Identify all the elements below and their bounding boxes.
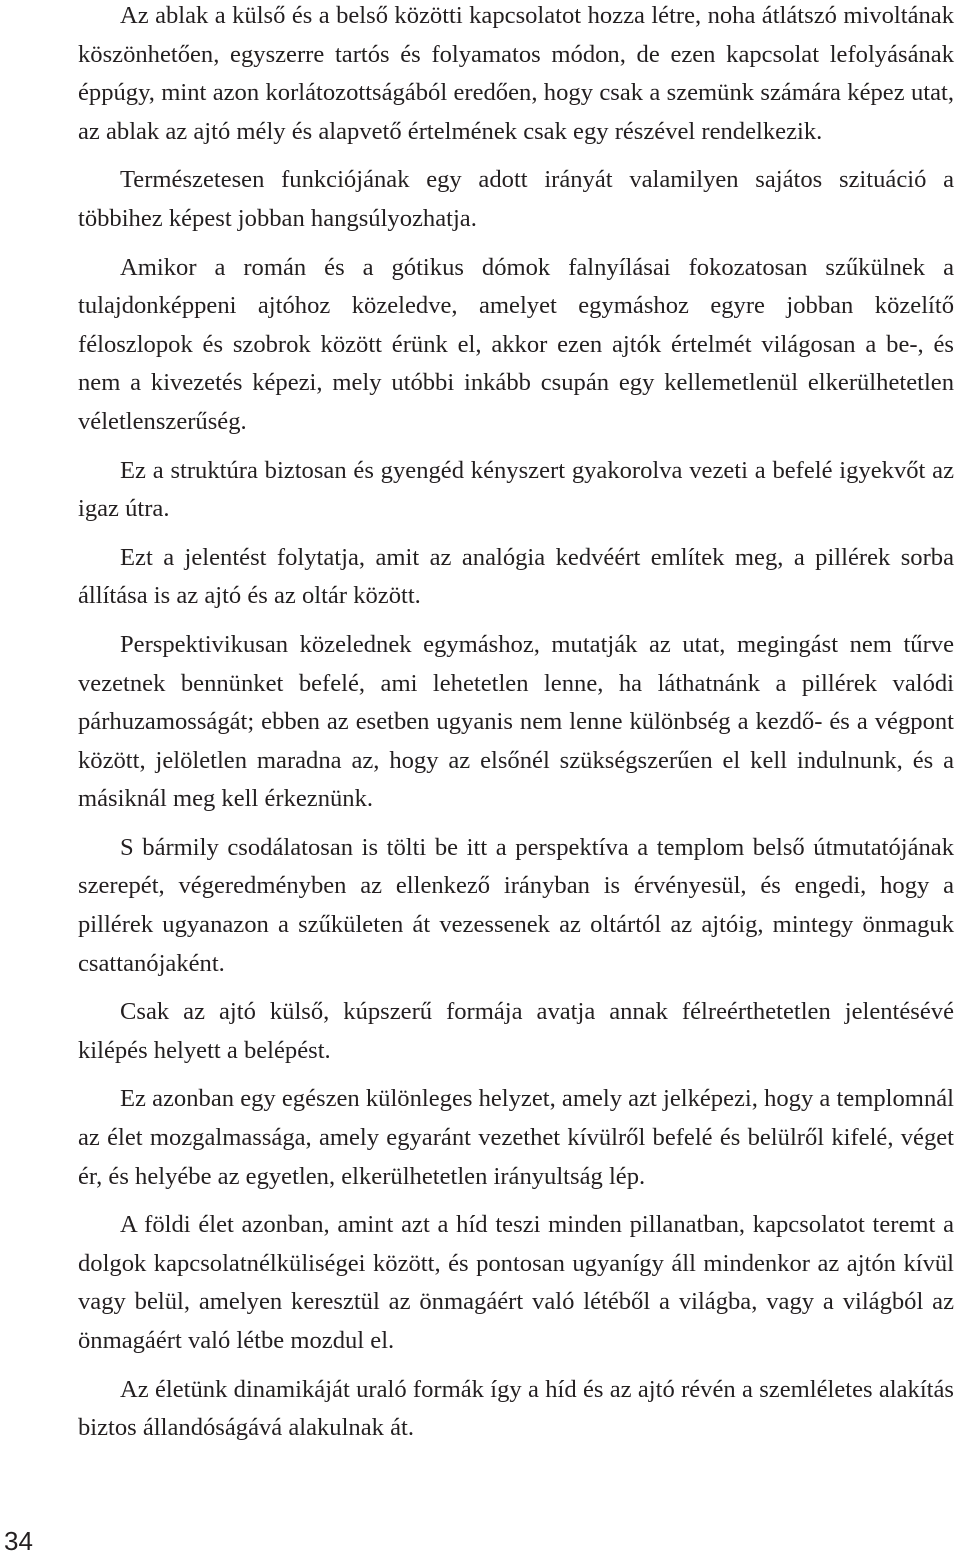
paragraph-10: A földi élet azonban, amint azt a híd teszi minden pillanatban, kapcsolatot teremt a dolgok kapcsolatnélküliségei között, és pontosan ugyanígy áll mindenkor az ajtón kívül vagy belül, amelyen keresztül az önmagáért való létéből a világba, vagy a világból az önmagáért való létbe mozdul el. — [78, 1211, 954, 1354]
paragraph-1: Az ablak a külső és a belső közötti kapcsolatot hozza létre, noha átlátszó mivoltának köszönhetően, egyszerre tartós és folyamatos módon, de ezen kapcsolat lefolyásának éppúgy, mint azon korlátozottságából eredően, hogy csak a szemünk számára képez utat, az ablak az ajtó mély és alapvető értelmének csak egy részével rendelkezik. — [78, 2, 954, 145]
page-body — [78, 0, 954, 1448]
paragraph-4: Ez a struktúra biztosan és gyengéd kényszert gyakorolva vezeti a befelé igyekvőt az igaz útra. — [78, 456, 954, 523]
paragraph-11: Az életünk dinamikáját uraló formák így a híd és az ajtó révén a szemléletes alakítás biztos állandóságává alakulnak át. — [78, 1375, 954, 1442]
paragraph-5: Ezt a jelentést folytatja, amit az analógia kedvéért említek meg, a pillérek sorba állítása is az ajtó és az oltár között. — [78, 543, 954, 610]
paragraph-9: Ez azonban egy egészen különleges helyzet, amely azt jelképezi, hogy a templomnál az élet mozgalmassága, amely egyaránt vezethet kívülről befelé és belülről kifelé, véget ér, és helyébe az egyetlen, elkerülhetetlen irányultság lép. — [78, 1085, 954, 1190]
page-number: 34 — [4, 1526, 33, 1556]
paragraph-7: S bármily csodálatosan is tölti be itt a perspektíva a templom belső útmutatójának szerepét, végeredményben az ellenkező irányban is érvényesül, és engedi, hogy a pillérek ugyanazon a szűkületen át vezessenek az oltártól az ajtóig, mintegy önmaguk csattanójaként. — [78, 833, 954, 977]
paragraph-8: Csak az ajtó külső, kúpszerű formája avatja annak félreérthetetlen jelentésévé kilépés helyett a belépést. — [78, 998, 954, 1064]
paragraph-6: Perspektivikusan közelednek egymáshoz, mutatják az utat, megingást nem tűrve vezetnek bennünket befelé, ami lehetetlen lenne, ha láthatnánk a pillérek valódi párhuzamosságát; ebben az esetben ugyanis nem lenne különbség a kezdő- és a végpont között, jelöletlen maradna az, hogy az elsőnél szükségszerűen el kell indulnunk, és a másiknál meg kell érkeznünk. — [78, 630, 954, 813]
paragraph-2: Természetesen funkciójának egy adott irányát valamilyen sajátos szituáció a többihez képest jobban hangsúlyozhatja. — [78, 166, 954, 232]
paragraph-3: Amikor a román és a gótikus dómok falnyílásai fokozatosan szűkülnek a tulajdonképpeni ajtóhoz közeledve, amelyet egymáshoz egyre jobban közelítő féloszlopok és szobrok között érünk el, akkor ezen ajtók értelmét világosan a be-, és nem a kivezetés képezi, mely utóbbi inkább csupán egy kellemetlenül elkerülhetetlen véletlenszerűség. — [78, 253, 954, 435]
